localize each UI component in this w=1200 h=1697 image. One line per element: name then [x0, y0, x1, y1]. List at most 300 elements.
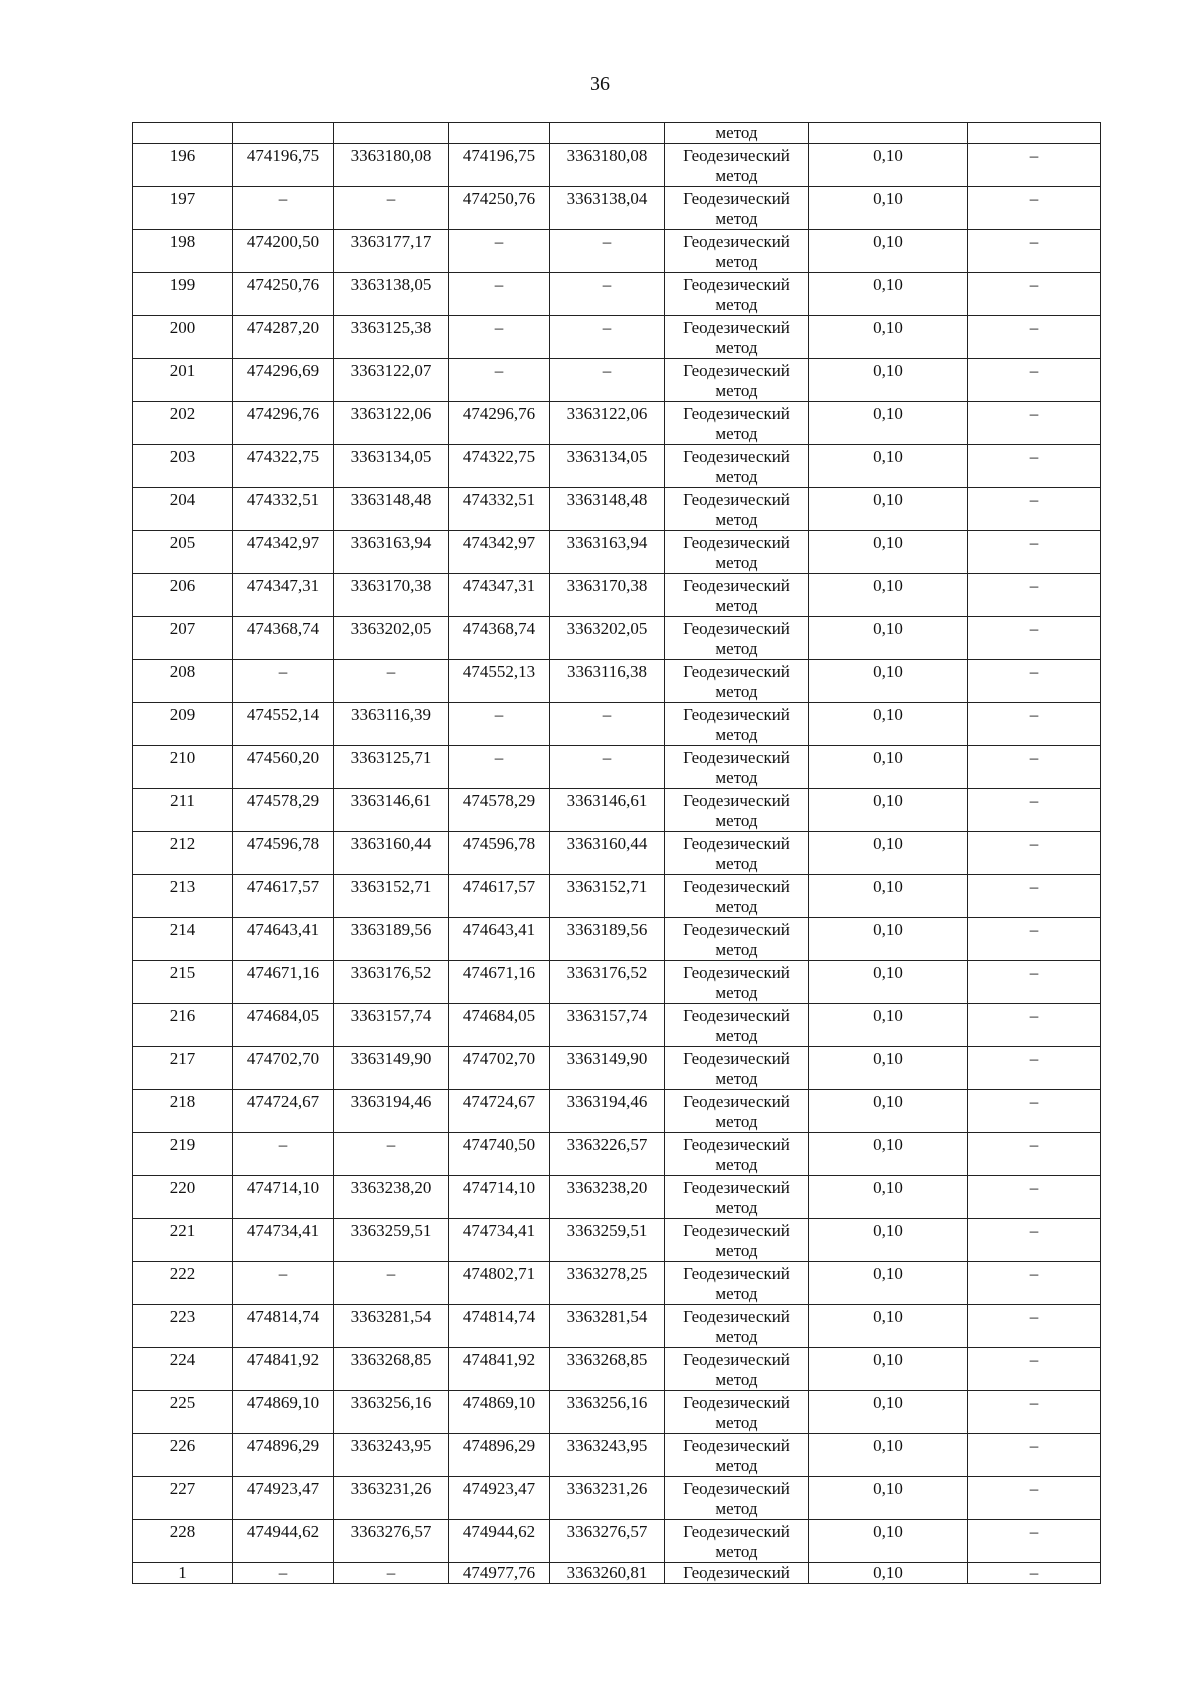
cell-description: [968, 961, 1101, 1004]
cell-accuracy: [809, 488, 968, 531]
cell-text: –: [1029, 533, 1039, 552]
method-text-line1: Геодезический: [683, 361, 790, 380]
method-text-line1: Геодезический: [683, 1178, 790, 1197]
cell-y-new: [550, 961, 665, 1004]
method-text-line1: Геодезический: [683, 533, 790, 552]
cell-text: 0,10: [873, 1135, 903, 1154]
cell-text: –: [1029, 1221, 1039, 1240]
method-text-line2: метод: [715, 897, 758, 916]
cell-x-new: [449, 875, 550, 918]
method-text-line1: Геодезический: [683, 619, 790, 638]
cell-method: [665, 1477, 809, 1520]
method-text-line2: метод: [715, 424, 758, 443]
cell-y-new: [550, 617, 665, 660]
cell-text: 3363238,20: [350, 1178, 432, 1197]
method-text-line2: метод: [715, 983, 758, 1002]
cell-y-existing: [334, 187, 449, 230]
cell-y-new: [550, 1520, 665, 1563]
cell-text: 214: [169, 920, 196, 939]
cell-description: [968, 144, 1101, 187]
cell-y-new: [550, 531, 665, 574]
cell-point: [133, 1305, 233, 1348]
cell-text: –: [1029, 877, 1039, 896]
cell-y-new: [550, 1434, 665, 1477]
cell-text: 474552,13: [462, 662, 536, 681]
cell-y-existing: [334, 660, 449, 703]
cell-text: 474724,67: [246, 1092, 320, 1111]
cell-y-new: [550, 187, 665, 230]
cell-description: [968, 660, 1101, 703]
cell-y-existing: [334, 1090, 449, 1133]
cell-point: [133, 918, 233, 961]
cell-accuracy: [809, 1004, 968, 1047]
cell-text: 474944,62: [246, 1522, 320, 1541]
cell-x-new: [449, 1563, 550, 1584]
method-text-line1: Геодезический: [683, 705, 790, 724]
cell-text: 474368,74: [246, 619, 320, 638]
cell-description: [968, 703, 1101, 746]
cell-point: [133, 1133, 233, 1176]
method-text-line2: метод: [715, 381, 758, 400]
table-row-continued: [133, 123, 1101, 144]
cell-y-existing: [334, 1520, 449, 1563]
cell-text: –: [1029, 1563, 1039, 1582]
cell-text: 474671,16: [462, 963, 536, 982]
cell-description: [968, 1047, 1101, 1090]
cell-text: 211: [170, 791, 195, 810]
cell-text: 0,10: [873, 1264, 903, 1283]
cell-y-new: [550, 123, 665, 144]
cell-accuracy: [809, 273, 968, 316]
cell-text: –: [602, 705, 612, 724]
method-text-line2: метод: [715, 1327, 758, 1346]
cell-text: 474200,50: [246, 232, 320, 251]
cell-description: [968, 918, 1101, 961]
cell-text: 210: [169, 748, 196, 767]
cell-text: 474578,29: [462, 791, 536, 810]
cell-text: 224: [169, 1350, 196, 1369]
cell-text: 203: [169, 447, 196, 466]
cell-text: 3363281,54: [350, 1307, 432, 1326]
cell-text: 3363276,57: [350, 1522, 432, 1541]
table-row: [133, 574, 1101, 617]
cell-y-existing: [334, 273, 449, 316]
cell-y-new: [550, 1133, 665, 1176]
table-row: [133, 961, 1101, 1004]
cell-text: 474944,62: [462, 1522, 536, 1541]
cell-method: [665, 402, 809, 445]
cell-text: 474347,31: [462, 576, 536, 595]
cell-text: 3363189,56: [566, 920, 648, 939]
cell-x-new: [449, 445, 550, 488]
cell-text: 0,10: [873, 1092, 903, 1111]
cell-x-new: [449, 961, 550, 1004]
cell-text: 474702,70: [462, 1049, 536, 1068]
cell-text: 3363170,38: [350, 576, 432, 595]
cell-x-new: [449, 531, 550, 574]
cell-text: 3363243,95: [350, 1436, 432, 1455]
cell-y-existing: [334, 445, 449, 488]
cell-text: 474342,97: [246, 533, 320, 552]
cell-method: [665, 789, 809, 832]
cell-text: 198: [169, 232, 196, 251]
cell-y-existing: [334, 1133, 449, 1176]
cell-text: 213: [169, 877, 196, 896]
cell-x-new: [449, 273, 550, 316]
cell-accuracy: [809, 746, 968, 789]
cell-text: 474923,47: [462, 1479, 536, 1498]
method-text-line1: Геодезический: [683, 1436, 790, 1455]
cell-x-new: [449, 832, 550, 875]
cell-point: [133, 1219, 233, 1262]
cell-text: 3363189,56: [350, 920, 432, 939]
cell-y-existing: [334, 1262, 449, 1305]
table-row: [133, 1090, 1101, 1133]
cell-text: 3363163,94: [566, 533, 648, 552]
cell-y-existing: [334, 123, 449, 144]
cell-point: [133, 660, 233, 703]
method-text-line1: Геодезический: [683, 920, 790, 939]
cell-text: 3363226,57: [566, 1135, 648, 1154]
cell-method: [665, 1047, 809, 1090]
method-text-line1: Геодезический: [683, 189, 790, 208]
cell-text: 0,10: [873, 189, 903, 208]
cell-text: 0,10: [873, 1178, 903, 1197]
cell-text: 474596,78: [462, 834, 536, 853]
cell-accuracy: [809, 617, 968, 660]
cell-y-new: [550, 918, 665, 961]
cell-x-existing: [233, 1305, 334, 1348]
method-text-line2: метод: [715, 467, 758, 486]
cell-text: –: [494, 318, 504, 337]
cell-text: 3363180,08: [350, 146, 432, 165]
method-text-line1: Геодезический: [683, 1350, 790, 1369]
method-text-line1: Геодезический: [683, 146, 790, 165]
cell-text: 3363116,39: [350, 705, 432, 724]
cell-x-existing: [233, 1090, 334, 1133]
table-row: [133, 832, 1101, 875]
cell-text: 474802,71: [462, 1264, 536, 1283]
cell-y-new: [550, 1305, 665, 1348]
cell-method: [665, 445, 809, 488]
cell-text: 3363157,74: [350, 1006, 432, 1025]
cell-method: [665, 1090, 809, 1133]
cell-x-new: [449, 617, 550, 660]
cell-accuracy: [809, 1520, 968, 1563]
cell-x-existing: [233, 1133, 334, 1176]
cell-method: [665, 488, 809, 531]
cell-accuracy: [809, 144, 968, 187]
method-text-line1: Геодезический: [683, 963, 790, 982]
cell-x-new: [449, 1219, 550, 1262]
cell-x-existing: [233, 574, 334, 617]
cell-text: 474296,76: [246, 404, 320, 423]
cell-text: Геодезический: [683, 1563, 790, 1582]
cell-description: [968, 1176, 1101, 1219]
cell-method: [665, 531, 809, 574]
cell-method: [665, 746, 809, 789]
cell-text: 3363138,04: [566, 189, 648, 208]
cell-accuracy: [809, 1262, 968, 1305]
cell-y-new: [550, 1391, 665, 1434]
cell-text: 0,10: [873, 490, 903, 509]
cell-accuracy: [809, 660, 968, 703]
cell-method: [665, 1391, 809, 1434]
cell-text: 3363152,71: [350, 877, 432, 896]
cell-y-existing: [334, 1348, 449, 1391]
cell-point: [133, 746, 233, 789]
cell-text: 474196,75: [462, 146, 536, 165]
cell-method: [665, 1563, 809, 1584]
cell-text: 3363180,08: [566, 146, 648, 165]
cell-x-existing: [233, 531, 334, 574]
cell-text: 223: [169, 1307, 196, 1326]
cell-method: [665, 1348, 809, 1391]
cell-text: 0,10: [873, 1522, 903, 1541]
method-text-line2: метод: [715, 639, 758, 658]
cell-text: 474368,74: [462, 619, 536, 638]
cell-description: [968, 531, 1101, 574]
cell-text: 0,10: [873, 576, 903, 595]
cell-text: –: [1029, 576, 1039, 595]
cell-x-existing: [233, 144, 334, 187]
cell-accuracy: [809, 1176, 968, 1219]
cell-text: –: [494, 361, 504, 380]
cell-method: [665, 1262, 809, 1305]
cell-accuracy: [809, 123, 968, 144]
cell-x-new: [449, 574, 550, 617]
cell-accuracy: [809, 359, 968, 402]
cell-text: –: [386, 662, 396, 681]
cell-description: [968, 875, 1101, 918]
cell-text: 3363122,06: [566, 404, 648, 423]
cell-text: 0,10: [873, 1221, 903, 1240]
cell-point: [133, 402, 233, 445]
method-text-line2: метод: [715, 295, 758, 314]
cell-description: [968, 746, 1101, 789]
cell-text: 0,10: [873, 361, 903, 380]
table-row: [133, 875, 1101, 918]
cell-description: [968, 1520, 1101, 1563]
cell-text: 0,10: [873, 232, 903, 251]
cell-text: 0,10: [873, 1049, 903, 1068]
table-row: [133, 273, 1101, 316]
cell-text: 0,10: [873, 1563, 903, 1582]
cell-text: 0,10: [873, 533, 903, 552]
cell-text: 1: [178, 1563, 187, 1582]
method-text-line2: метод: [715, 768, 758, 787]
cell-method: [665, 316, 809, 359]
cell-method: [665, 660, 809, 703]
cell-text: 215: [169, 963, 196, 982]
cell-accuracy: [809, 1477, 968, 1520]
cell-text: –: [1029, 146, 1039, 165]
cell-method: [665, 1520, 809, 1563]
cell-y-new: [550, 789, 665, 832]
cell-y-new: [550, 1262, 665, 1305]
table-row: [133, 445, 1101, 488]
cell-text: –: [494, 748, 504, 767]
table-row: [133, 1047, 1101, 1090]
cell-y-new: [550, 488, 665, 531]
cell-text: 474896,29: [246, 1436, 320, 1455]
cell-point: [133, 961, 233, 1004]
cell-text: 209: [169, 705, 196, 724]
cell-text: 3363163,94: [350, 533, 432, 552]
cell-x-existing: [233, 445, 334, 488]
method-text-line1: Геодезический: [683, 1393, 790, 1412]
table-row: [133, 402, 1101, 445]
cell-text: 474740,50: [462, 1135, 536, 1154]
cell-point: [133, 1434, 233, 1477]
cell-x-existing: [233, 617, 334, 660]
cell-text: 474332,51: [246, 490, 320, 509]
cell-text: 3363202,05: [350, 619, 432, 638]
cell-text: 474296,69: [246, 361, 320, 380]
cell-text: 474250,76: [246, 275, 320, 294]
method-text-line1: Геодезический: [683, 791, 790, 810]
cell-x-existing: [233, 230, 334, 273]
cell-text: 0,10: [873, 619, 903, 638]
cell-text: 3363268,85: [350, 1350, 432, 1369]
cell-y-existing: [334, 359, 449, 402]
cell-text: –: [602, 748, 612, 767]
cell-text: 3363281,54: [566, 1307, 648, 1326]
cell-point: [133, 1004, 233, 1047]
method-text-line2: метод: [715, 940, 758, 959]
cell-text: –: [1029, 1436, 1039, 1455]
page-number: 36: [590, 73, 610, 95]
method-text-line1: Геодезический: [683, 1307, 790, 1326]
method-text-line2: метод: [715, 1413, 758, 1432]
cell-text: –: [602, 361, 612, 380]
cell-x-new: [449, 746, 550, 789]
cell-x-existing: [233, 875, 334, 918]
cell-y-new: [550, 875, 665, 918]
cell-text: 474714,10: [462, 1178, 536, 1197]
cell-text: 0,10: [873, 791, 903, 810]
cell-x-new: [449, 402, 550, 445]
cell-method: [665, 359, 809, 402]
cell-x-existing: [233, 1434, 334, 1477]
cell-accuracy: [809, 187, 968, 230]
cell-text: –: [1029, 1479, 1039, 1498]
cell-point: [133, 1262, 233, 1305]
cell-text: 225: [169, 1393, 196, 1412]
cell-method: [665, 273, 809, 316]
cell-method: [665, 1176, 809, 1219]
cell-y-new: [550, 1090, 665, 1133]
cell-x-existing: [233, 1262, 334, 1305]
table-row: [133, 230, 1101, 273]
cell-accuracy: [809, 1391, 968, 1434]
cell-y-existing: [334, 1305, 449, 1348]
cell-point: [133, 789, 233, 832]
cell-y-existing: [334, 1219, 449, 1262]
cell-accuracy: [809, 1090, 968, 1133]
cell-description: [968, 445, 1101, 488]
cell-description: [968, 789, 1101, 832]
cell-y-new: [550, 1219, 665, 1262]
cell-text: 474560,20: [246, 748, 320, 767]
table-row: [133, 1133, 1101, 1176]
cell-y-existing: [334, 1176, 449, 1219]
cell-x-existing: [233, 402, 334, 445]
cell-text: 205: [169, 533, 196, 552]
cell-method: [665, 1004, 809, 1047]
method-text-line1: Геодезический: [683, 447, 790, 466]
cell-text: 3363194,46: [350, 1092, 432, 1111]
method-text-line2: метод: [715, 854, 758, 873]
cell-point: [133, 617, 233, 660]
cell-text: –: [1029, 748, 1039, 767]
cell-point: [133, 273, 233, 316]
cell-text: –: [1029, 1006, 1039, 1025]
cell-y-existing: [334, 832, 449, 875]
cell-text: 0,10: [873, 1436, 903, 1455]
cell-description: [968, 273, 1101, 316]
table-row: [133, 1262, 1101, 1305]
cell-text: 0,10: [873, 404, 903, 423]
cell-text: –: [602, 318, 612, 337]
cell-text: 474196,75: [246, 146, 320, 165]
cell-text: 474671,16: [246, 963, 320, 982]
cell-method: [665, 918, 809, 961]
cell-text: 216: [169, 1006, 196, 1025]
cell-x-new: [449, 1047, 550, 1090]
cell-text: –: [1029, 1264, 1039, 1283]
cell-text: –: [1029, 1350, 1039, 1369]
cell-text: –: [1029, 232, 1039, 251]
cell-point: [133, 1563, 233, 1584]
cell-accuracy: [809, 961, 968, 1004]
method-text-line2: метод: [715, 1456, 758, 1475]
cell-text: –: [386, 1135, 396, 1154]
cell-x-new: [449, 144, 550, 187]
cell-x-new: [449, 187, 550, 230]
method-text-line2: метод: [715, 209, 758, 228]
cell-text: 3363134,05: [350, 447, 432, 466]
cell-y-new: [550, 1176, 665, 1219]
cell-text: 3363149,90: [566, 1049, 648, 1068]
cell-y-existing: [334, 617, 449, 660]
cell-text: 474617,57: [246, 877, 320, 896]
cell-y-new: [550, 1563, 665, 1584]
method-text-line1: Геодезический: [683, 834, 790, 853]
cell-text: –: [1029, 447, 1039, 466]
cell-point: [133, 316, 233, 359]
cell-method: [665, 703, 809, 746]
cell-text: 212: [169, 834, 196, 853]
cell-text: –: [1029, 1049, 1039, 1068]
cell-x-existing: [233, 918, 334, 961]
cell-description: [968, 1391, 1101, 1434]
method-text-line2: метод: [715, 1026, 758, 1045]
cell-x-new: [449, 1090, 550, 1133]
cell-description: [968, 1219, 1101, 1262]
cell-text: –: [1029, 1092, 1039, 1111]
cell-x-new: [449, 316, 550, 359]
cell-text: –: [1029, 662, 1039, 681]
method-text-line1: Геодезический: [683, 1264, 790, 1283]
cell-text: 474814,74: [462, 1307, 536, 1326]
cell-description: [968, 1090, 1101, 1133]
cell-x-existing: [233, 1004, 334, 1047]
method-text-line1: Геодезический: [683, 1221, 790, 1240]
table-row: [133, 1305, 1101, 1348]
cell-y-existing: [334, 961, 449, 1004]
cell-accuracy: [809, 703, 968, 746]
